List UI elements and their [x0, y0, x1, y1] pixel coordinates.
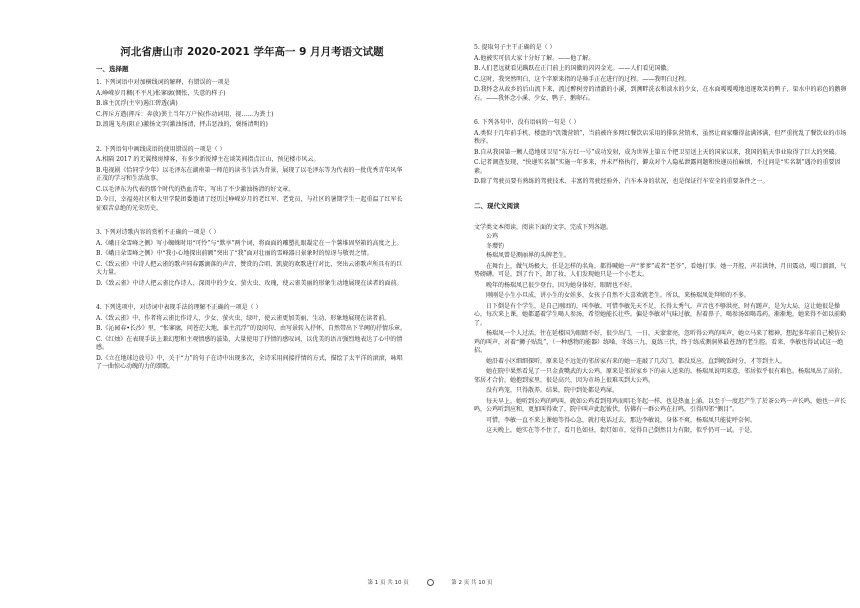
option-c: C.以毛泽东为代表的那个时代的热血青年，写出了不少激浊扬清的好文章。	[96, 185, 295, 193]
passage-paragraph: 她沿着小区细细探听，原来是不远处的邻居家有来的她一连敲了几次门，都没反应，直到晚饭时分，才等到主人。	[486, 357, 787, 365]
page-footer	[0, 579, 860, 587]
passage-paragraph: 在舞台上，做气场极大，任是怎样的名角，都得喊她一声“爹爹”或者“老爷”，看她打事。她一开腔，声若洪钟，月田震动，嘎口溜溜，气势磅礴。可是，到了台下，卸了妆，人们发现她只是一个小老太。	[474, 262, 847, 278]
option-c: C.这时，我突然明白，这个字原来指的是骑手正在进行的过程。——我明白过程。	[474, 75, 691, 83]
passage-paragraph: 可惜，李敏一直不来上课她等得心急，就打电话过去，那边李敏说，身体不爽，杨瑞凤只能徒呼奈何。	[486, 416, 757, 424]
option-c: C.《红烛》在表现手法上兼幻想和主观情感的滋染，大量使用了抒情的感叹词，以优美的语言强烈地表达了心中的情感。	[96, 335, 403, 351]
option-b: B.人们老远就看见蹒跃在正门前上的国徽的闪闪金光。——人们看见国徽。	[474, 65, 673, 72]
option-b: B.《峨日朵雪峰之侧》中“我小心地探出前额”突出了“我”面对壮丽的雪峰器日景象时的惊讶与敬畏之情。	[96, 250, 373, 257]
question-stem: 3. 下列对诗歌内容的赏析不正确的一项是（ ）	[96, 229, 220, 236]
option-d: D.除了驾驶员要有熟练的驾驶技术、丰富的驾驶经验外，汽车本身的状况，也是保证行车安全的重要条件之一。	[474, 178, 769, 185]
section-heading-choice: 一、选择题	[96, 65, 129, 73]
question-stem: 2. 下列语句中画线成语的使用错误的一项是（ ）	[96, 145, 226, 153]
option-a: A.峥嵘岁月稠(不平凡)怅寥廓(惆怅，失意的样子)	[96, 89, 226, 97]
question-stem: 4. 下列选项中，对诗词中表现手法的理解不正确的一项是（ ）	[96, 304, 262, 311]
passage-paragraph: 晚年的杨瑞凤已很少登台，因为她身体好，眼睛也不好。	[486, 281, 637, 289]
passage-body	[474, 252, 848, 436]
option-d: D.我怀念从故乡的后山流下来，流过醉树旁的清澈的小溪，到溯畔洗衣和淡水的少女，在水面嘎嘎嘎地追逐欢笑的鸭子，渠水中的彩色的鹅卵石。——我怀念小溪、少女、鸭子、鹅卵石。	[474, 86, 847, 102]
passage-paragraph: 杨瑞凤一个人过活，往在延楼国为眼睛不好，很少出门，一日，天蒙蒙亮，忽听得公鸡的叫声，她立马来了精神，想起多年前自己模仿公鸡的叫声，对着“狮子贴乱”，（一种感物的能器）练嗓，冬练三九，夏练三伏，终于练成测洞界最苍劲的老生腔。看来，李敏也得试试这一绝招。	[474, 330, 847, 354]
question-stem: 6. 下列各句中，没有语病的一句是（ ）	[474, 119, 580, 126]
passage-paragraph: 每天早上，她听到公鸡的鸣叫，就如公鸡看到母鸡而唱毛冬起一样，也是热血上涌，以至于一度迟产生了於茶公鸡一声长鸣，她也一声长鸣，公鸡听到应和，更加叫得欢了，院中叫声此起彼伏，仿佛有一群公鸡在打鸣，引得四邻“侧目”。	[474, 397, 847, 413]
section-heading-reading: 二、现代文阅读	[474, 201, 520, 210]
passage-title: 公鸡	[486, 233, 499, 240]
option-b: B.电视剧《恰同学少年》以毛泽东在湖南第一师范的读书生活为背景，展现了以毛泽东等为代表的一批优秀青年风华正茂的学习和生活故事。	[96, 166, 403, 182]
passage-author: 冬璎钓	[486, 242, 505, 250]
option-b: B.谁主沉浮(主宰)遏江碧透(满)	[96, 100, 178, 107]
option-c: C.《致云雀》中诗人把云雀的歌声同春露滴落的声音、赞赏的合唱、凯旋的欢歌进行对比，突出云雀歌声所具有的巨大力量。	[96, 260, 403, 276]
option-c: C.记者调查发现，“快递实名制”实施一年多来，并未严格执行，僻众对个人隐私泄露问题和快递员拍麻烦，不过问是“实名制”遇冷的重要因素。	[474, 159, 841, 175]
question-6	[474, 119, 848, 187]
passage-paragraph: 日下倒是有个学生，是自己刚团的，叫李敏。可惜李敏先天不足，长得太秀气，声音也不够洪亮，时有蹉声，是为大局，这让她很是操心，每次来上课，她都逼着学生喝人参汤，希望她能长壮些。偏是李敏对气味过敏，捏着鼻子，喝参汤如喝毒药。渐渐地，她来得不如以前勤了。	[474, 302, 847, 327]
option-d: D.《致云雀》中诗人把云雀比作诗人、深闺中的少女、萤火虫、玫瑰，使云雀美丽的形象生动地展现在读者的面前。	[96, 279, 403, 287]
page-right	[434, 0, 860, 608]
question-5	[474, 44, 848, 103]
passage-paragraph: 这天晚上，她实在等不住了，看月色如昼，街灯如市，觉得自己倒然目力有限，似乎仍可一试。于是，	[486, 427, 757, 434]
passage-instructions: 文学类文本阅读，阅读下面的文字，完成下列各题。	[474, 223, 613, 231]
question-stem: 1. 下列词语中对加横线词的解释，有错误的一项是	[96, 79, 230, 86]
question-4	[96, 304, 408, 372]
option-b: B.《沁园春•长沙》里，“怅寥廓，问苍茫大地，谁主沉浮”的设问句，由写景转入抒怀，自然带出下半阙的抒情乐章。	[96, 325, 406, 332]
page-number-left: 第 1 页 共 10 页	[367, 580, 409, 586]
option-a: A.相隔 2017 的无翼搜房博客，有多少新锐博主在谈笑间指点江山，预见楼市风云。	[96, 156, 320, 163]
question-2	[96, 146, 408, 214]
option-a: A.他被实可信大家十分好了解。——他了解。	[474, 54, 595, 62]
page-number-right: 第 2 页 共 10 页	[451, 580, 493, 586]
passage-paragraph: 没有鸡笼，只得散养。结果，院中到处都是鸡屎。	[486, 387, 619, 394]
passage-paragraph: 她在院中果然看见了一只金黄嘴武的大公鸡，原来是邻居家乡下的亲人送来的。杨瑞凤说明来意，邻居似乎很有难色。杨瑞凤出了高价，邻居才合价，她抱到家里，很是高兴，因为市场上很难买到大公鸡。	[474, 368, 847, 384]
option-a: A.类似于几年前手机、楼盘的“饥饿营销”，当前被许多网红餐饮店采用的排队营销术，虽然让商家赚得盆满钵满，但严重扰乱了餐饮业的市场秩序。	[474, 129, 847, 145]
question-1	[96, 79, 408, 130]
option-c: C.挥斥方遒(挥斥：奔放)粪土当年万户侯(作动词用，视……为粪土)	[96, 110, 274, 118]
exam-title: 河北省唐山市 2020-2021 学年高一 9 月月考语文试题	[120, 46, 384, 58]
circle-icon	[427, 579, 434, 586]
question-3	[96, 229, 408, 288]
passage-paragraph: 杨瑞凤曾是测丽界的头牌老生。	[486, 252, 571, 259]
option-a: A.《峨日朵雪峰之侧》写小蜘蛛时用“可怜”与“默享”两个词，将面面的雕塑扎眼凝定在一个薯堆固坚箱的高度之上。	[96, 239, 403, 247]
option-b: B.自从我国第一颗人造地球卫星“东方红一号”成功发射，成为世界上第五个把卫星送上天的国家以来，我国的航天事业取得了巨大的突破。	[474, 148, 841, 156]
question-stem: 5. 提取句子主干正确的是（ ）	[474, 44, 556, 51]
option-a: A.《致云雀》中，作者将云雀比作诗人、少女、萤火虫、绿叶，使云雀更加美丽、生动、形象地展现在读者前。	[96, 314, 391, 322]
option-d: D.浪遏飞舟(阻止)激扬文字(激浊扬清，抨击恶浊的，褒扬清明的)	[96, 121, 268, 128]
option-d: D.今日，幸福苑社区和大里学院团委邀请了经历过峥嵘岁月的老红军、老党员，与社区的暑期学生一起重温了红军长征艰苦卓绝的光荣历史。	[96, 196, 403, 212]
passage-paragraph: 刚刚是小生小旦成，讲小生的女娃多，女孩子自然不大喜欢就老生。所以，来杨瑞凤处拜师的不多。	[486, 292, 751, 299]
option-d: D.《立在地球边放号》中，关于“力”的句子在诗中出现多次，全诗采用间接抒情的方式，描绘了太平洋的滚滚，咏唱了一曲惊心动魄的力的颂歌。	[96, 354, 403, 370]
